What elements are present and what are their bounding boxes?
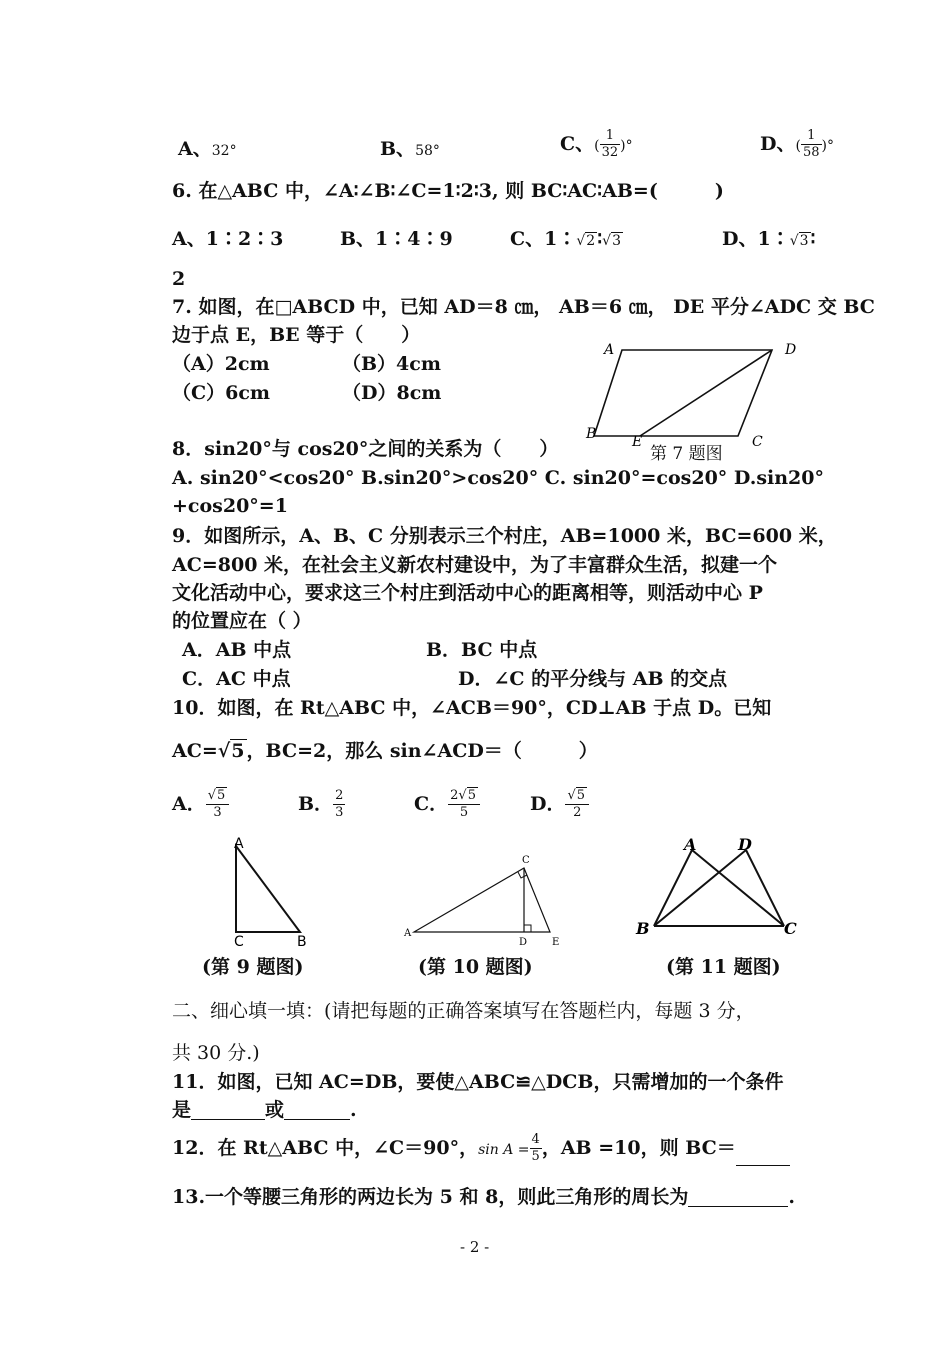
q9-option-a: A．AB 中点 (182, 639, 292, 661)
q12-line: 12．在 Rt△ABC 中，∠C＝90°，sin A = $\frac{4}{5}$ ，AB =10，则 BC＝ (172, 1132, 790, 1166)
q6-option-b: B、1∶4∶9 (340, 228, 453, 250)
label-a: A (404, 928, 412, 939)
q11-line1: 11．如图，已知 AC=DB，要使△ABC≌△DCB，只需增加的一个条件 (172, 1071, 784, 1093)
label-a: A (684, 835, 697, 854)
label-e: E (632, 434, 643, 450)
parallelogram-abcd (594, 350, 772, 436)
q7-option-a: （A）2cm (172, 353, 270, 375)
section2-heading-line1: 二、细心填一填：(请把每题的正确答案填写在答题栏内，每题 3 分， (172, 1000, 755, 1022)
q13-line: 13.一个等腰三角形的两边长为 5 和 8，则此三角形的周长为 . (172, 1186, 795, 1208)
q10-option-c: C． $\frac{2√5}{5}$ (414, 788, 480, 822)
q13-blank[interactable] (688, 1190, 788, 1207)
fig9-caption: (第 9 题图) (202, 956, 304, 978)
q11-blank-1[interactable] (191, 1103, 265, 1120)
q5-option-a: A、32° (178, 138, 237, 160)
label-e: E (552, 937, 560, 948)
q10-line2: AC=√5 ，BC=2，那么 sin∠ACD＝（ ） (172, 740, 598, 762)
q7-line1: 7. 如图，在□ABCD 中，已知 AD＝8 ㎝， AB＝6 ㎝， DE 平分∠ADC 交 BC (172, 296, 875, 318)
triangles-abc-dcb (654, 850, 784, 926)
q9-line2: AC=800 米，在社会主义新农村建设中，为了丰富群众生活，拟建一个 (172, 554, 778, 576)
q10-line1: 10．如图，在 Rt△ABC 中，∠ACB＝90°，CD⊥AB 于点 D。已知 (172, 697, 772, 719)
right-angle-mark-d (524, 925, 531, 932)
q6-option-d-cont: 2 (172, 268, 186, 290)
q9-line4: 的位置应在（ ） (172, 610, 312, 632)
q9-line3: 文化活动中心，要求这三个村庄到活动中心的距离相等，则活动中心 P (172, 582, 763, 604)
q6-option-a: A、1∶2∶3 (172, 228, 284, 250)
q8-options-line2: +cos20°=1 (172, 495, 288, 517)
label-c: C (522, 855, 530, 866)
q7-figure-caption: 第 7 题图 (650, 444, 723, 464)
label-a: A (604, 342, 615, 358)
q9-triangle-figure (222, 832, 322, 950)
q5-option-b: B、58° (380, 138, 440, 160)
page-number: - 2 - (460, 1238, 490, 1256)
q8-options-line1: A. sin20°<cos20° B.sin20°>cos20° C. sin20°=cos20° D.sin20° (172, 467, 824, 489)
q11-triangles-figure (628, 832, 808, 942)
q10-option-b: B． $\frac{2}{3}$ (298, 788, 344, 821)
label-a: A (234, 836, 244, 852)
q6-option-d: D、1∶√3 ∶ (722, 228, 816, 250)
q7-option-c: （C）6cm (172, 382, 271, 404)
q8-stem: 8．sin20°与 cos20°之间的关系为（ ） (172, 438, 559, 460)
q10-option-a: A． $\frac{√5}{3}$ (172, 788, 229, 822)
q5-option-d: D、( $\frac{1}{58}$ )° (760, 128, 834, 161)
q7-line2: 边于点 E，BE 等于（ ） (172, 324, 421, 346)
q9-line1: 9．如图所示，A、B、C 分别表示三个村庄，AB=1000 米，BC=600 米， (172, 525, 837, 547)
label-d: D (785, 342, 797, 358)
fig11-caption: (第 11 题图) (666, 956, 781, 978)
q12-blank[interactable] (736, 1149, 790, 1166)
label-b: B (636, 919, 650, 938)
triangle-abc (236, 846, 300, 932)
q5-option-c: C、( $\frac{1}{32}$ )° (560, 128, 633, 161)
q6-option-c: C、1∶√2 ∶√3 (510, 228, 621, 250)
fig10-caption: (第 10 题图) (418, 956, 533, 978)
q11-blank-2[interactable] (284, 1103, 350, 1120)
q7-option-b: （B）4cm (342, 353, 441, 375)
q6-stem: 6. 在△ABC 中，∠A∶∠B∶∠C=1∶2∶3, 则 BC∶AC∶AB=( ) (172, 180, 724, 202)
q9-option-b: B．BC 中点 (426, 639, 538, 661)
label-b: B (297, 934, 307, 950)
label-c: C (752, 434, 763, 450)
label-c: C (234, 934, 244, 950)
q7-option-d: （D）8cm (342, 382, 442, 404)
q10-triangle-figure (400, 850, 570, 950)
q10-option-d: D． $\frac{√5}{2}$ (530, 788, 589, 822)
label-d: D (519, 937, 528, 948)
segment-de (640, 350, 772, 436)
q9-option-d: D．∠C 的平分线与 AB 的交点 (458, 668, 728, 690)
label-c: C (784, 919, 797, 938)
label-d: D (738, 835, 752, 854)
q11-line2: 是 或 . (172, 1099, 357, 1121)
section2-heading-line2: 共 30 分.) (172, 1042, 260, 1064)
q9-option-c: C．AC 中点 (182, 668, 291, 690)
label-b: B (586, 426, 597, 442)
triangle-ace (414, 868, 550, 932)
